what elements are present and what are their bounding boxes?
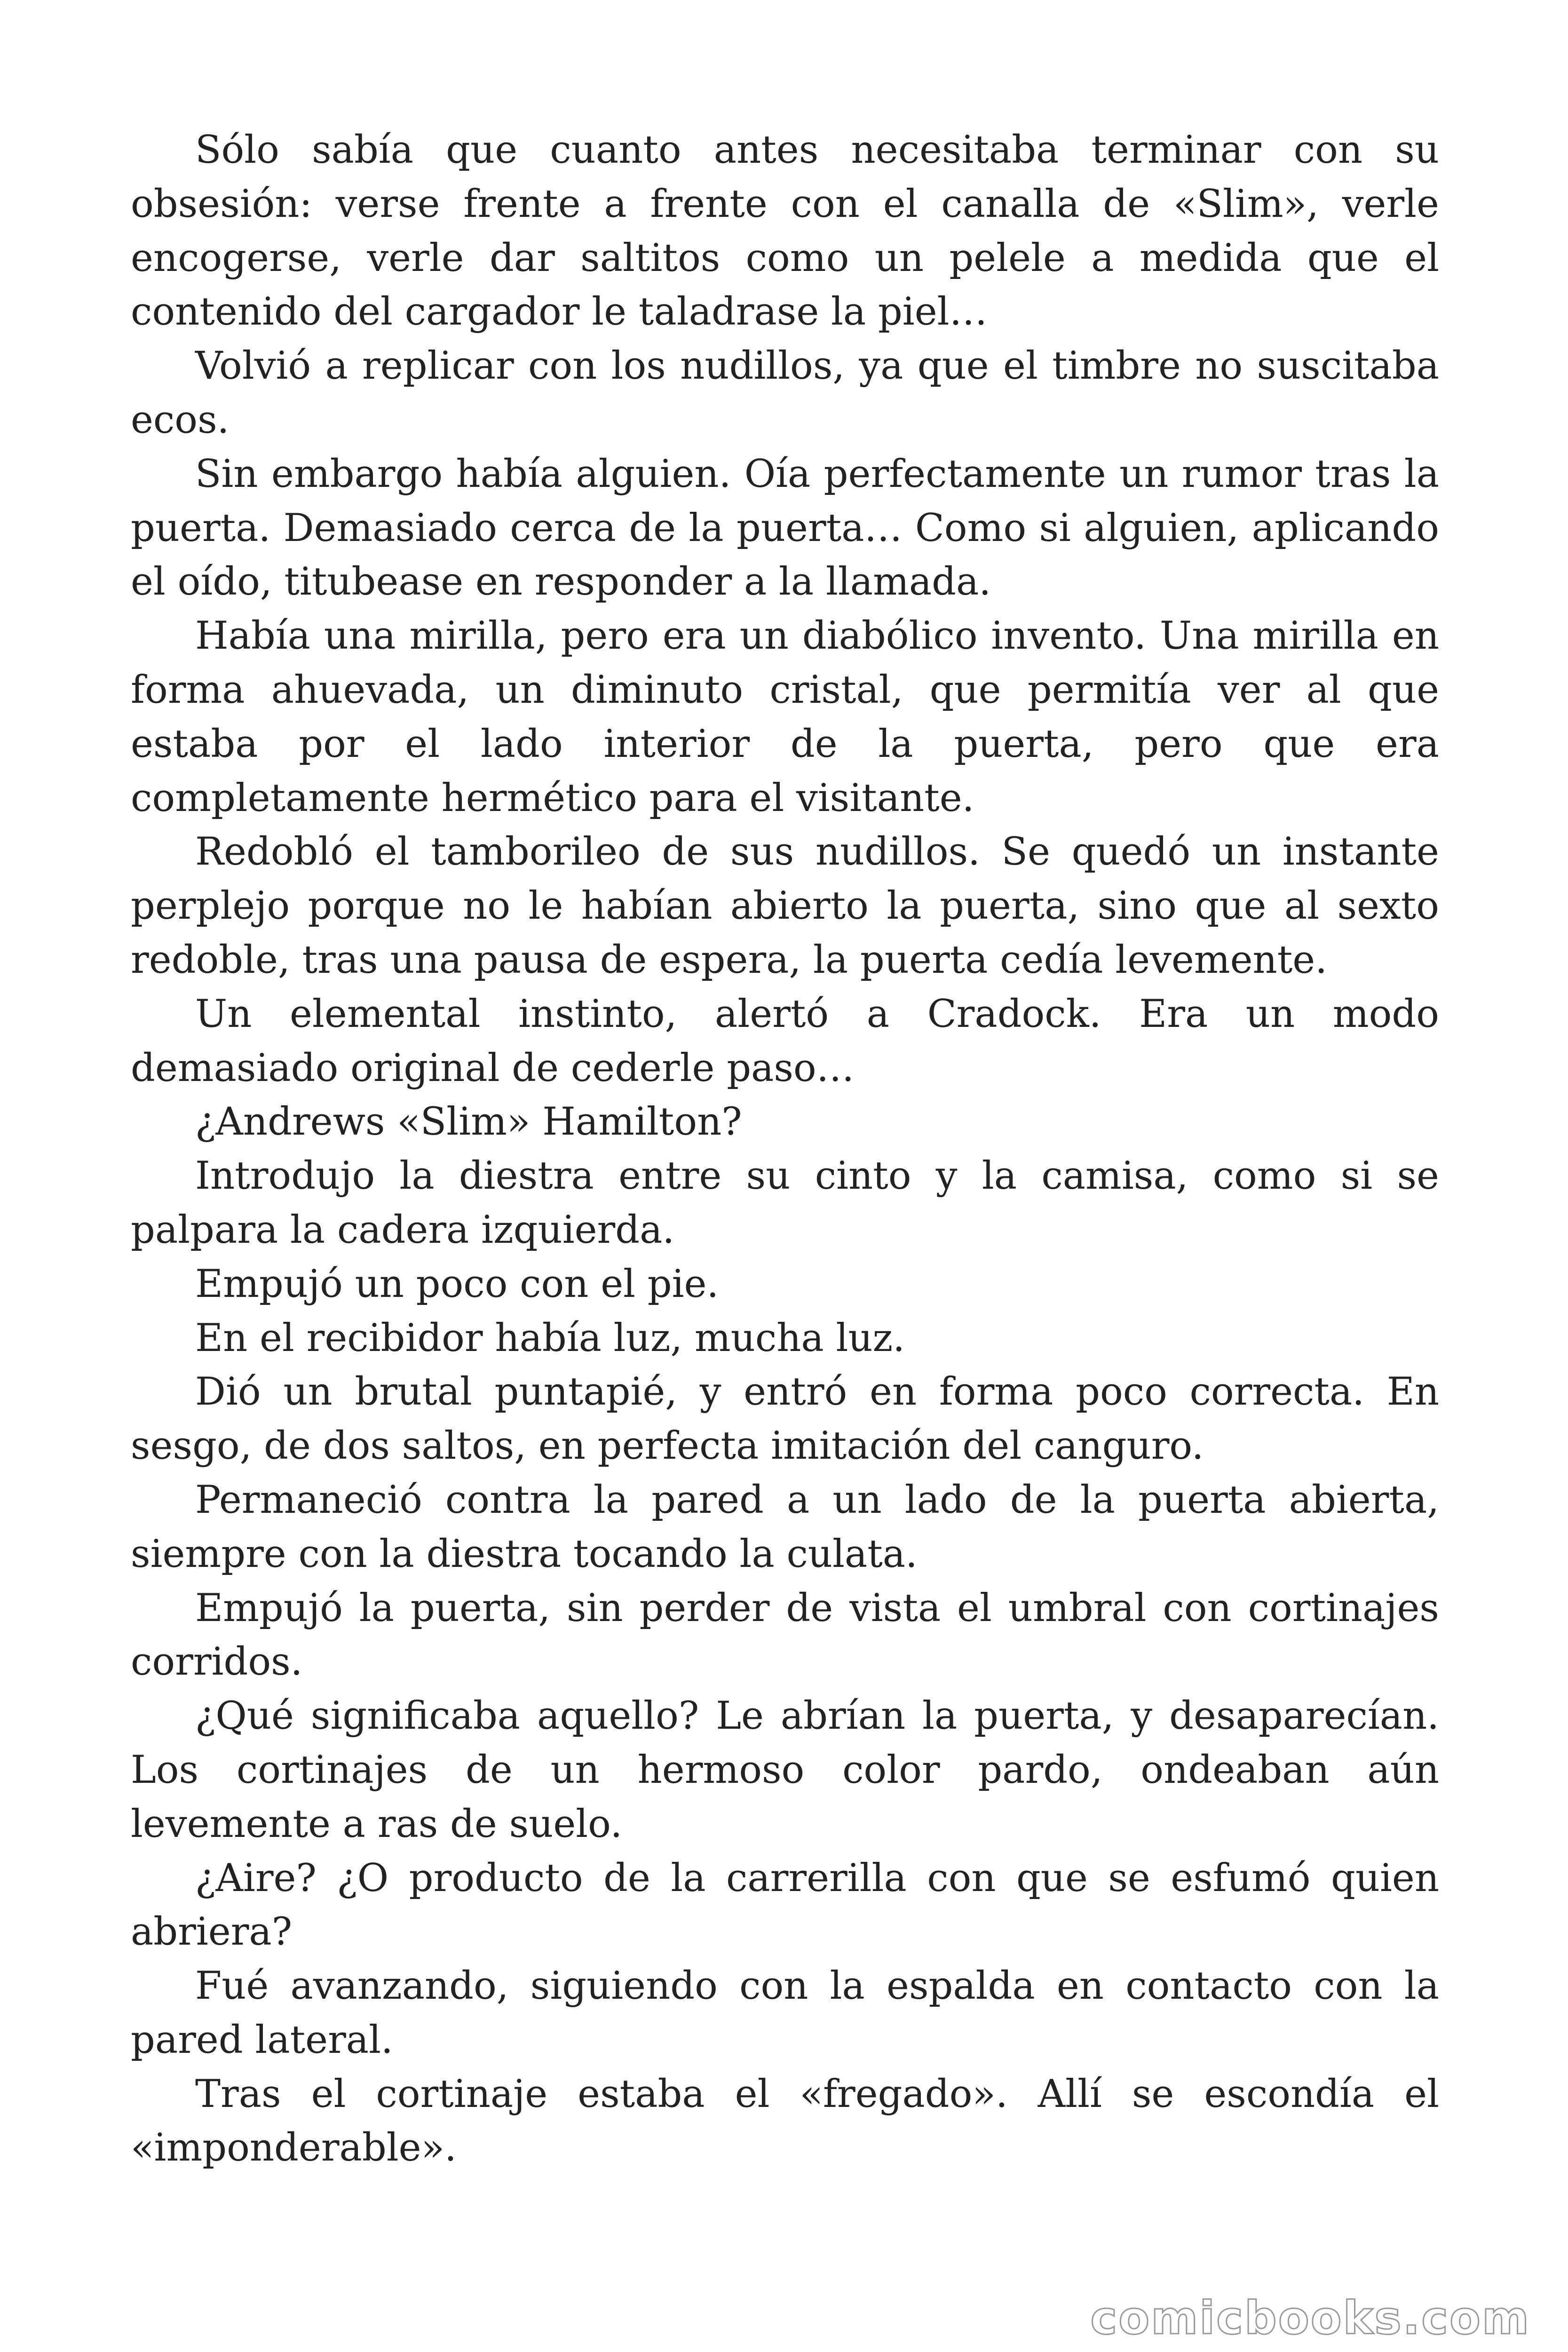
paragraph: Permaneció contra la pared a un lado de la puerta abierta, siempre con la diestra tocando la culata. xyxy=(131,1478,1439,1576)
paragraph: Había una mirilla, pero era un diabólico invento. Una mirilla en forma ahuevada, un diminuto cristal, que permitía ver al que estaba por el lado interior de la puerta, pero que era completamente hermético para el visitante. xyxy=(131,614,1439,820)
paragraph: Sólo sabía que cuanto antes necesitaba terminar con su obsesión: verse frente a frente con el canalla de «Slim», verle encogerse, verle dar saltitos como un pelele a medida que el contenido del cargador le taladrase la piel… xyxy=(131,128,1439,334)
paragraph: Un elemental instinto, alertó a Cradock. Era un modo demasiado original de cederle paso… xyxy=(131,992,1439,1090)
paragraph: Tras el cortinaje estaba el «fregado». Allí se escondía el «imponderable». xyxy=(131,2072,1439,2170)
paragraph: Introdujo la diestra entre su cinto y la camisa, como si se palpara la cadera izquierda. xyxy=(131,1154,1439,1252)
paragraph: Fué avanzando, siguiendo con la espalda en contacto con la pared lateral. xyxy=(131,1964,1439,2062)
paragraph: En el recibidor había luz, mucha luz. xyxy=(195,1316,905,1360)
paragraph: ¿Aire? ¿O producto de la carrerilla con que se esfumó quien abriera? xyxy=(131,1856,1439,1955)
page-body xyxy=(131,123,1439,2175)
paragraph: Dió un brutal puntapié, y entró en forma poco correcta. En sesgo, de dos saltos, en perfecta imitación del canguro. xyxy=(131,1370,1439,1469)
paragraph: Empujó un poco con el pie. xyxy=(195,1262,719,1306)
site-watermark: comicbooks.com xyxy=(1090,2292,1530,2344)
paragraph: ¿Qué significaba aquello? Le abrían la puerta, y desaparecían. Los cortinajes de un hermoso color pardo, ondeaban aún levemente a ras de suelo. xyxy=(131,1694,1439,1846)
paragraph: Redobló el tamborileo de sus nudillos. Se quedó un instante perplejo porque no le habían abierto la puerta, sino que al sexto redoble, tras una pausa de espera, la puerta cedía levemente. xyxy=(131,830,1439,982)
paragraph: Volvió a replicar con los nudillos, ya que el timbre no suscitaba ecos. xyxy=(131,344,1439,442)
paragraph: Sin embargo había alguien. Oía perfectamente un rumor tras la puerta. Demasiado cerca de la puerta… Como si alguien, aplicando el oído, titubease en responder a la llamada. xyxy=(131,452,1439,604)
paragraph: Empujó la puerta, sin perder de vista el umbral con cortinajes corridos. xyxy=(131,1586,1439,1685)
paragraph: ¿Andrews «Slim» Hamilton? xyxy=(195,1100,742,1144)
